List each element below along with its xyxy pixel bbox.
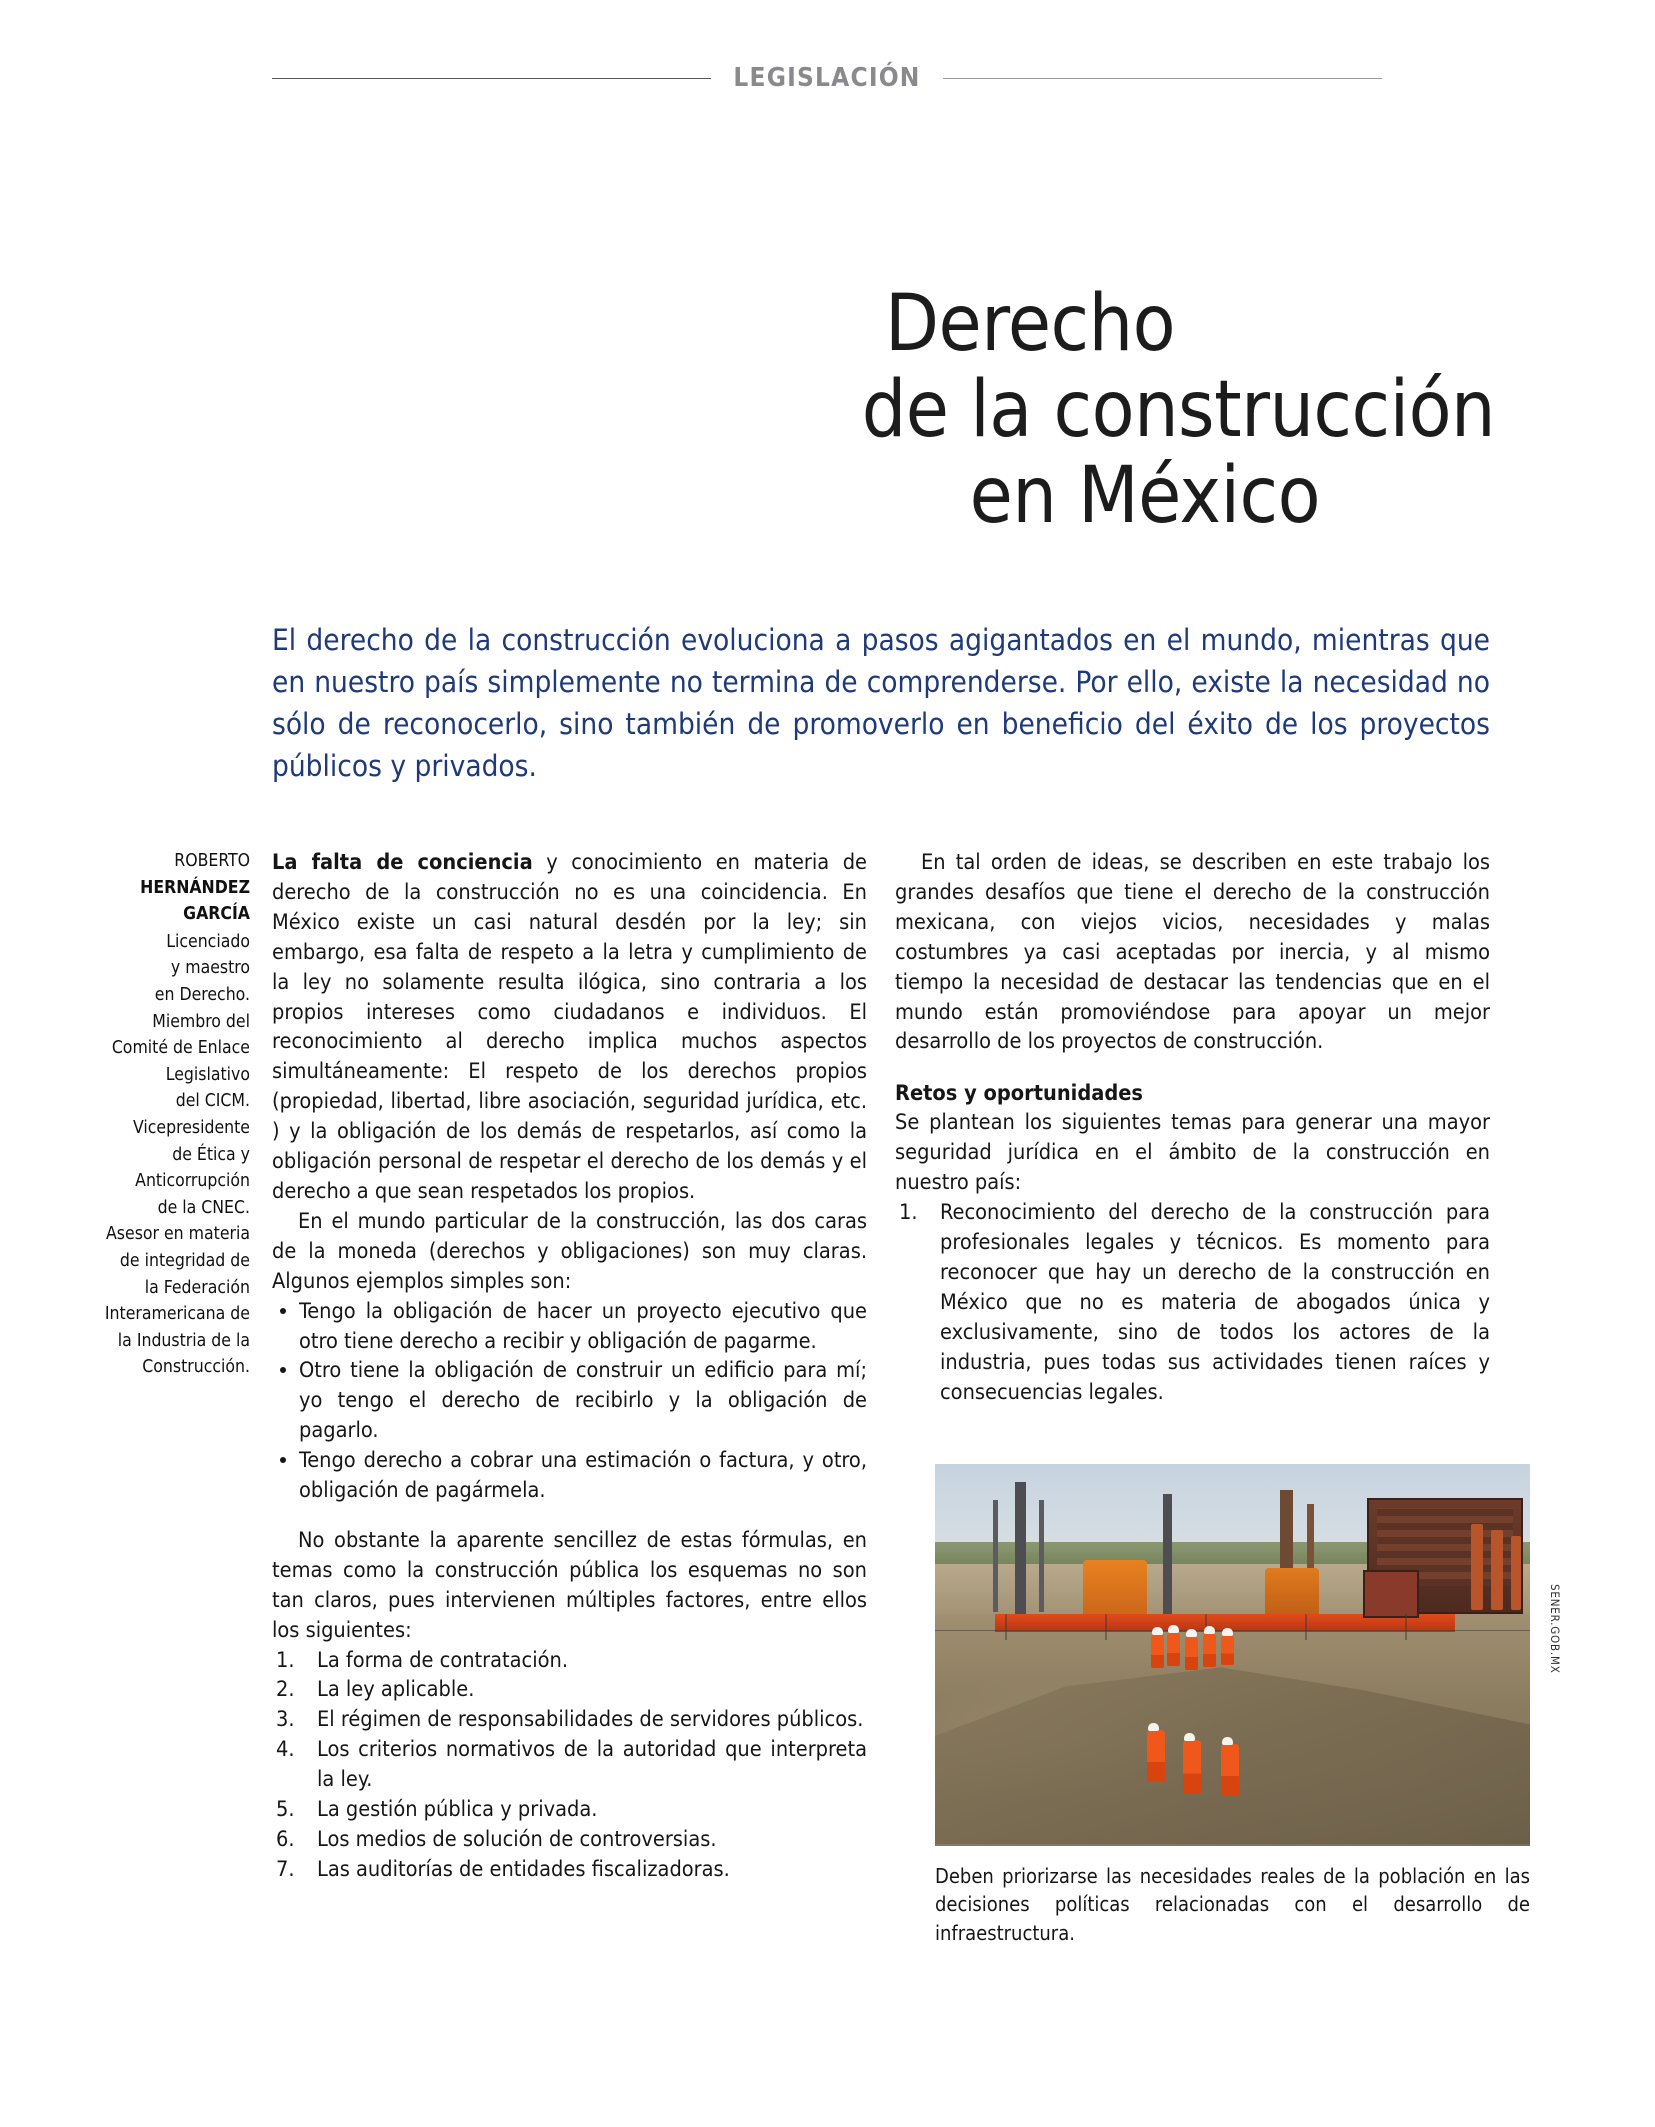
rig-mast-icon: [1039, 1500, 1044, 1612]
lead-paragraph: El derecho de la construcción evoluciona a pasos agigantados en el mundo, mientras que en nuestro país simplemente no termina de comprenderse. Por ello, existe la necesidad no sólo de reconocerlo, sino también de promoverlo en beneficio del éxito de los proyectos públicos y privados.: [272, 623, 1490, 783]
body-column-left: [272, 848, 867, 1885]
running-head: [272, 60, 1382, 96]
running-head-label: LEGISLACIÓN: [733, 63, 921, 93]
author-bio-line: Miembro del: [152, 1011, 250, 1032]
paragraph: No obstante la aparente sencillez de estas fórmulas, en temas como la construcción pública los esquemas no son tan claros, pues intervienen múltiples factores, entre ellos los siguientes:: [272, 1527, 867, 1643]
author-bio-line: del CICM.: [175, 1091, 250, 1112]
fence-post: [1305, 1614, 1307, 1640]
list-item: El régimen de responsabilidades de servidores públicos.: [317, 1707, 864, 1733]
list-item: Otro tiene la obligación de construir un edificio para mí; yo tengo el derecho de recibirlo y la obligación de pagarlo.: [272, 1356, 867, 1446]
list-item: La forma de contratación.: [317, 1647, 569, 1673]
list-item: Los criterios normativos de la autoridad que interpreta la ley.: [317, 1737, 867, 1793]
worker-figure: [1203, 1633, 1216, 1667]
truck-cab: [1363, 1570, 1419, 1618]
author-bio-line: y maestro: [170, 958, 250, 979]
list-item: La gestión pública y privada.: [317, 1797, 598, 1823]
excavator-icon: [1083, 1560, 1147, 1622]
author-bio-line: Construcción.: [142, 1357, 250, 1378]
author-bio-line: en Derecho.: [154, 984, 250, 1005]
list-item: Los medios de solución de controversias.: [317, 1827, 717, 1852]
rig-mast-icon: [993, 1500, 998, 1612]
author-bio-line: Licenciado: [166, 931, 250, 952]
drill-rig-icon: [1163, 1494, 1172, 1614]
photo-credit: SENER.GOB.MX: [1548, 1584, 1562, 1674]
paragraph: Se plantean los siguientes temas para generar una mayor seguridad jurídica en el ámbito de la construcción en nuestro país:: [895, 1110, 1490, 1196]
author-last-name-2: GARCÍA: [183, 904, 250, 925]
pipe-stack-icon: [1491, 1530, 1503, 1610]
list-item: La ley aplicable.: [317, 1677, 475, 1703]
author-first-name: ROBERTO: [174, 851, 250, 871]
excavator-icon: [1265, 1568, 1319, 1620]
bullet-list: [272, 1297, 867, 1506]
author-bio-line: Interamericana de: [104, 1304, 250, 1325]
section-heading: Retos y oportunidades: [895, 1081, 1143, 1107]
author-bio-line: de Ética y: [172, 1144, 250, 1165]
worker-figure: [1167, 1632, 1180, 1666]
author-bio-line: la Federación: [144, 1277, 250, 1298]
list-item: Tengo la obligación de hacer un proyecto ejecutivo que otro tiene derecho a recibir y obligación de pagarme.: [272, 1297, 867, 1357]
list-item: Tengo derecho a cobrar una estimación o factura, y otro, obligación de pagármela.: [272, 1446, 867, 1506]
author-bio: [55, 929, 250, 1381]
fence-post: [1105, 1614, 1107, 1640]
numbered-list: [895, 1198, 1490, 1407]
author-bio-line: de la CNEC.: [157, 1197, 250, 1218]
list-item: Reconocimiento del derecho de la construcción para profesionales legales y técnicos. Es momento para reconocer que hay un derecho de la construcción en México que no es materia de abogados única y exclusivamente, sino de todos los actores de la industria, pues todas sus actividades tienen raíces y consecuencias legales.: [940, 1200, 1490, 1405]
author-last-name-1: HERNÁNDEZ: [140, 877, 250, 898]
title-line-2: de la construcción: [861, 365, 1495, 456]
running-head-rule-right: [943, 78, 1382, 79]
list-item: Las auditorías de entidades fiscalizadoras.: [317, 1856, 730, 1882]
paragraph: [272, 848, 867, 1207]
author-bio-line: la Industria de la: [117, 1330, 250, 1351]
worker-figure: [1221, 1635, 1234, 1665]
numbered-list: [272, 1646, 867, 1885]
worker-figure: [1183, 1740, 1201, 1794]
author-bio-line: Comité de Enlace: [111, 1038, 250, 1059]
pipe-stack-icon: [1471, 1524, 1483, 1610]
running-head-rule-left: [272, 78, 711, 79]
figure: [935, 1464, 1562, 1947]
author-byline: [55, 848, 250, 1381]
title-line-1: Derecho: [884, 279, 1175, 370]
fence-post: [1005, 1614, 1007, 1640]
fence-post: [1405, 1614, 1407, 1640]
page-title: [270, 279, 1495, 541]
worker-figure: [1147, 1730, 1165, 1782]
title-line-3: en México: [969, 450, 1320, 541]
worker-figure: [1151, 1634, 1164, 1668]
author-bio-line: Vicepresidente: [133, 1117, 250, 1138]
lead-in-bold: La falta de conciencia: [272, 850, 533, 875]
paragraph-text: y conocimiento en materia de derecho de la construcción no es una coincidencia. En México existe un casi natural desdén por la ley; sin embargo, esa falta de respeto a la letra y cumplimiento de la ley no solamente resulta ilógica, sino contraria a los propios intereses como ciudadanos e individuos. El reconocimiento al derecho implica muchos aspectos simultáneamente: El respeto de los derechos propios (propiedad, libertad, libre asociación, seguridad jurídica, etc. ) y la obligación de los demás de respetarlos, así como la obligación personal de respetar el derecho de los demás y el derecho a que sean respetados los propios.: [272, 850, 867, 1204]
author-bio-line: de integridad de: [119, 1250, 250, 1271]
paragraph: En tal orden de ideas, se describen en este trabajo los grandes desafíos que tiene el derecho de la construcción mexicana, con viejos vicios, necesidades y malas costumbres ya casi aceptadas por inercia, y al mismo tiempo la necesidad de destacar las tendencias que en el mundo están promoviéndose para apoyar un mejor desarrollo de los proyectos de construcción.: [895, 850, 1490, 1055]
paragraph: En el mundo particular de la construcción, las dos caras de la moneda (derechos y obligaciones) son muy claras. Algunos ejemplos simples son:: [272, 1208, 867, 1294]
worker-figure: [1221, 1744, 1239, 1796]
author-bio-line: Asesor en materia: [106, 1224, 250, 1245]
worker-figure: [1185, 1636, 1198, 1670]
body-column-right: [895, 848, 1490, 1408]
author-bio-line: Legislativo: [165, 1064, 250, 1085]
author-bio-line: Anticorrupción: [135, 1171, 250, 1192]
drill-rig-icon: [1015, 1482, 1026, 1614]
construction-site-photo: [935, 1464, 1562, 1844]
figure-caption: Deben priorizarse las necesidades reales de la población en las decisiones políticas relacionadas con el desarrollo de infraestructura.: [935, 1864, 1530, 1945]
pipe-stack-icon: [1511, 1536, 1521, 1610]
